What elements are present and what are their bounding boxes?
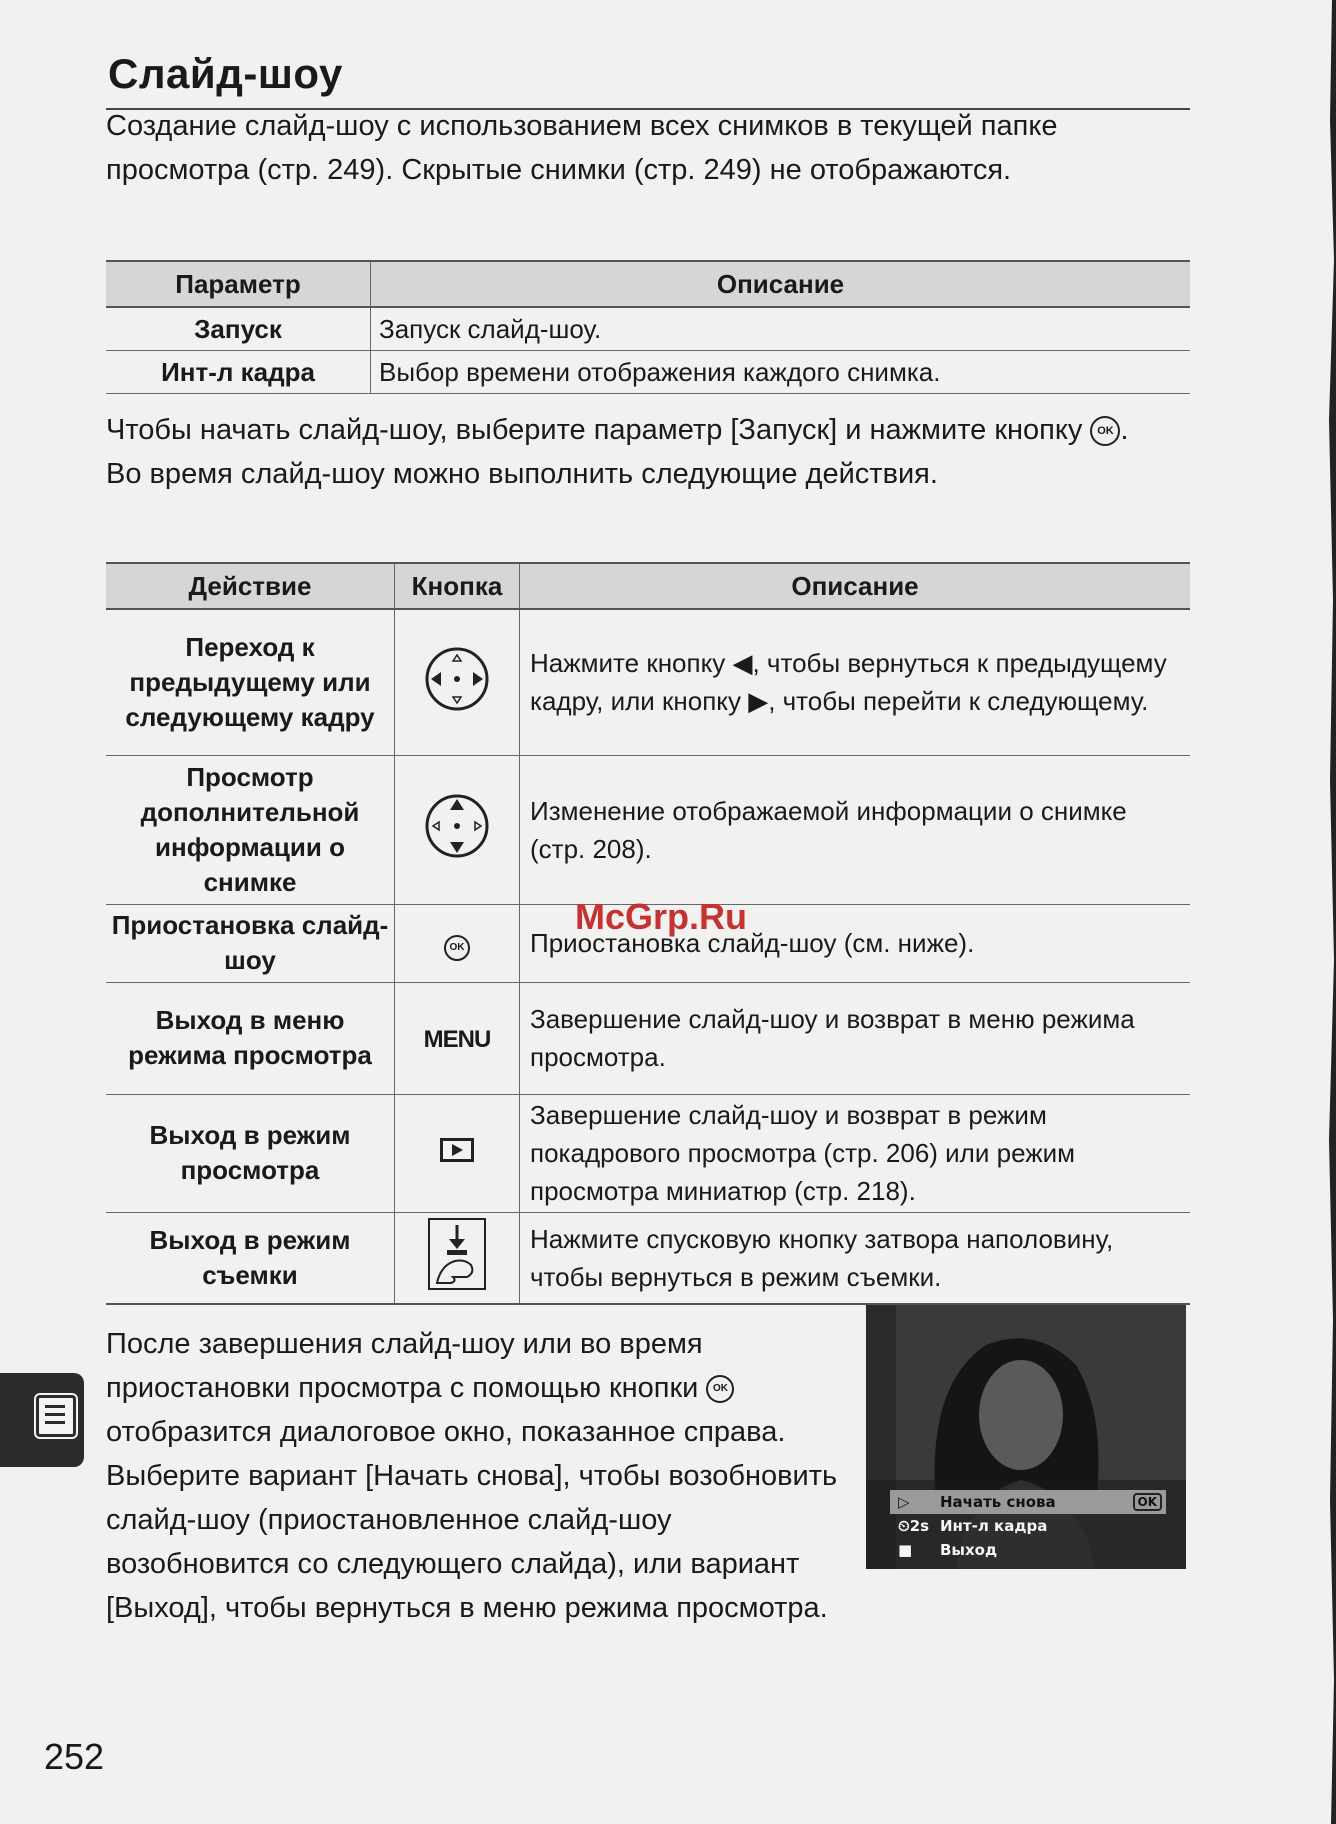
playback-menu-tab [0, 1373, 84, 1467]
param-name: Запуск [106, 307, 371, 351]
stop-icon: ■ [898, 1541, 913, 1559]
action-name: Приостановка слайд-шоу [106, 904, 395, 982]
ok-badge: OK [1133, 1493, 1163, 1511]
action-desc: Нажмите кнопку ◀, чтобы вернуться к предыдущему кадру, или кнопку ▶, чтобы перейти к следующему. [520, 609, 1191, 755]
menu-item-frame-interval[interactable]: ⏲2s Инт-л кадра [890, 1514, 1166, 1538]
menu-item-exit[interactable]: ■ Выход [890, 1538, 1166, 1562]
action-desc: Нажмите спусковую кнопку затвора наполовину, чтобы вернуться в режим съемки. [520, 1212, 1191, 1304]
desc-header: Описание [371, 261, 1191, 307]
slideshow-dialog [890, 1490, 1166, 1562]
action-header: Действие [106, 563, 395, 609]
menu-button-label: MENU [423, 1025, 491, 1053]
action-desc: Изменение отображаемой информации о снимке (стр. 208). [520, 755, 1191, 904]
action-name: Выход в меню режима просмотра [106, 982, 395, 1094]
multi-selector-up-down-icon [422, 791, 492, 861]
table-row [106, 609, 1190, 755]
play-icon: ▷ [898, 1493, 910, 1511]
intro-paragraph: Создание слайд-шоу с использованием всех снимков в текущей папке просмотра (стр. 249). Скрытые снимки (стр. 249) не отображаются. [106, 110, 1058, 186]
table-row [106, 982, 1190, 1094]
action-desc: Завершение слайд-шоу и возврат в режим покадрового просмотра (стр. 206) или режим просмотра миниатюр (стр. 218). [520, 1094, 1191, 1212]
table-row [106, 351, 1190, 394]
playback-menu-icon [36, 1395, 76, 1437]
action-name: Переход к предыдущему или следующему кадру [106, 609, 395, 755]
multi-selector-left-right-icon [422, 644, 492, 714]
param-name: Инт-л кадра [106, 351, 371, 394]
action-desc: Завершение слайд-шоу и возврат в меню режима просмотра. [520, 982, 1191, 1094]
table-row [106, 307, 1190, 351]
page-edge-decoration [1318, 0, 1336, 1824]
ok-button-icon: OK [444, 935, 470, 961]
page-number: 252 [44, 1736, 105, 1777]
camera-screen [866, 1305, 1186, 1569]
start-paragraph: Чтобы начать слайд-шоу, выберите параметр [Запуск] и нажмите кнопку OK . Во время слайд-шоу можно выполнить следующие действия. [106, 414, 1129, 490]
desc-header: Описание [520, 563, 1191, 609]
button-header: Кнопка [395, 563, 520, 609]
after-paragraph: После завершения слайд-шоу или во время приостановки просмотра с помощью кнопки OK отобразится диалоговое окно, показанное справа. Выберите вариант [Начать снова], чтобы возобновить слайд-шоу (приостановленное слайд-шоу возобновится со следующего слайда), или вариант [Выход], чтобы вернуться в меню режима просмотра. [106, 1328, 838, 1624]
ok-icon: OK [1090, 416, 1120, 446]
action-desc: Приостановка слайд-шоу (см. ниже). [520, 904, 1191, 982]
watermark: McGrp.Ru [575, 896, 748, 937]
menu-item-restart[interactable]: ▷ Начать снова OK [890, 1490, 1166, 1514]
param-desc: Выбор времени отображения каждого снимка. [371, 351, 1191, 394]
param-header: Параметр [106, 261, 371, 307]
param-desc: Запуск слайд-шоу. [371, 307, 1191, 351]
table-row [106, 755, 1190, 904]
timer-icon: ⏲2s [898, 1517, 930, 1535]
table-row [106, 1094, 1190, 1212]
ok-icon: OK [706, 1375, 734, 1403]
shutter-half-press-icon [427, 1217, 487, 1291]
action-name: Просмотр дополнительной информации о снимке [106, 755, 395, 904]
playback-button-icon [440, 1138, 474, 1162]
table-row [106, 1212, 1190, 1304]
parameter-table [106, 260, 1190, 394]
page-title: Слайд-шоу [108, 50, 343, 97]
action-name: Выход в режим съемки [106, 1212, 395, 1304]
action-name: Выход в режим просмотра [106, 1094, 395, 1212]
